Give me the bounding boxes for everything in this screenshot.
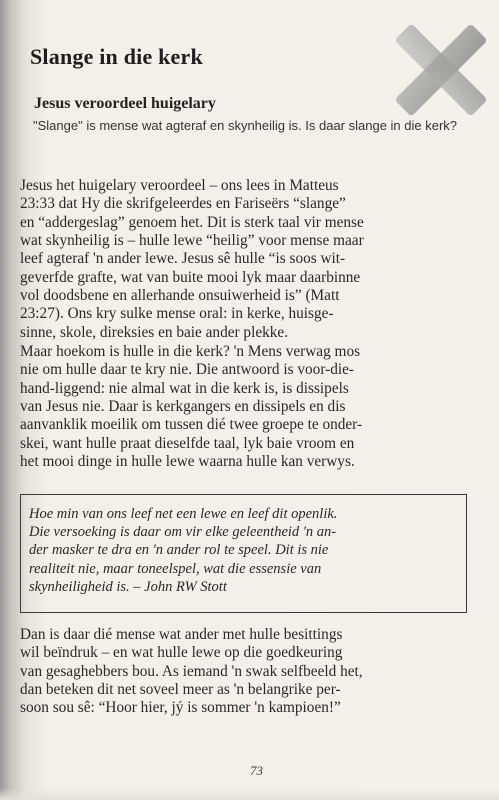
text-line: en “addergeslag” genoem het. Dit is sterk taal vir mense [20,213,364,231]
text-line: leef agteraf 'n ander lewe. Jesus sê hulle “is soos wit- [20,250,346,268]
text-line: sinne, skole, direksies en baie ander plekke. [20,323,289,341]
text-line: hand-liggend: nie almal wat in die kerk is, is dissipels [20,379,349,397]
quote-line: Die versoeking is daar om vir elke geleentheid 'n an- [29,524,337,541]
text-line: dan beteken dit net soveel meer as 'n belangrike per- [20,681,341,699]
text-line: vol doodsbene en allerhande onsuiwerheid is” (Matt [20,287,340,305]
text-line: Dan is daar dié mense wat ander met hulle besittings [20,626,343,643]
page-edge-shadow [0,788,499,800]
intro-text: "Slange" is mense wat agteraf en skynheilig is. Is daar slange in die kerk? [33,118,458,133]
text-line: het mooi dinge in hulle lewe waarna hulle kan verwys. [20,453,355,471]
quote-line: skynheiligheid is. – John RW Stott [29,578,227,595]
section-heading: Jesus veroordeel huigelary [34,95,216,112]
quote-text [29,505,337,596]
cross-out-icon [393,22,489,118]
page-number: 73 [250,763,263,778]
text-line: soon sou sê: “Hoor hier, jý is sommer 'n kampioen!” [20,699,341,717]
quote-line: Hoe min van ons leef net een lewe en leef dit openlik. [29,506,338,522]
text-line: Jesus het huigelary veroordeel – ons lees in Matteus [20,177,339,194]
page-title: Slange in die kerk [30,44,203,69]
text-line: Maar hoekom is hulle in die kerk? 'n Mens verwag mos [20,343,361,360]
text-line: van gesaghebbers bou. As iemand 'n swak selfbeeld het, [20,662,363,680]
paragraph-2 [20,343,469,471]
text-line: nie om hulle daar te kry nie. Die antwoord is voor-die- [20,361,354,379]
text-line: skei, want hulle praat dieselfde taal, lyk baie vroom en [20,434,355,452]
text-line: aanvanklik moeilik om tussen dié twee groepe te onder- [20,416,363,434]
text-line: wil beïndruk – en wat hulle lewe op die goedkeuring [20,644,343,662]
paragraph-3 [20,626,469,718]
text-line: van Jesus nie. Daar is kerkgangers en dissipels en dis [20,398,346,416]
quote-box [20,494,467,613]
text-line: 23:27). Ons kry sulke mense oral: in kerke, huisge- [20,305,334,323]
text-line: 23:33 dat Hy die skrifgeleerdes en Fariseërs “slange” [20,195,346,213]
text-line: wat skynheilig is – hulle lewe “heilig” voor mense maar [20,232,364,250]
quote-line: realiteit nie, maar toneelspel, wat die essensie van [29,560,322,577]
text-line: geverfde grafte, wat van buite mooi lyk maar daarbinne [20,268,361,286]
paragraph-1 [20,177,469,342]
quote-line: der masker te dra en 'n ander rol te speel. Dit is nie [29,542,329,559]
